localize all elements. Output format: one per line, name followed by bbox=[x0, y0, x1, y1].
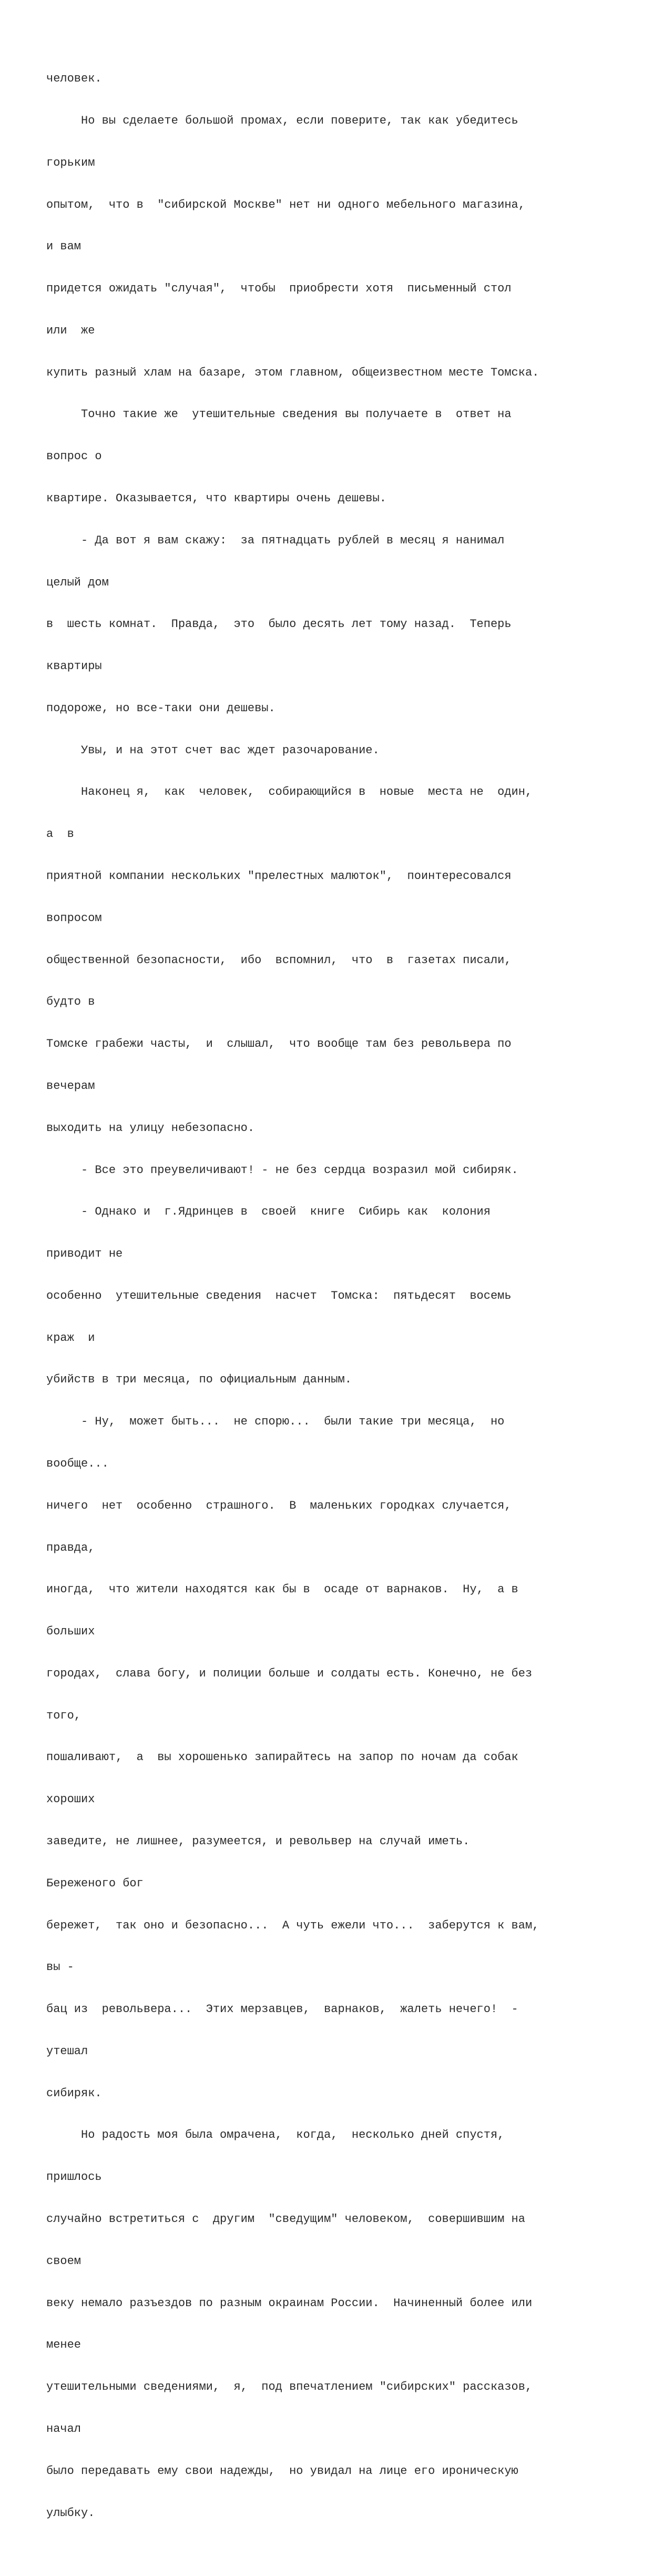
text-line: будто в bbox=[46, 995, 95, 1009]
text-line: квартире. Оказывается, что квартиры очень дешевы. bbox=[46, 492, 386, 505]
text-line: того, bbox=[46, 1709, 81, 1722]
document-page bbox=[46, 44, 640, 2576]
text-line: опытом, что в "сибирской Москве" нет ни одного мебельного магазина, bbox=[46, 198, 525, 211]
text-line: вопрос о bbox=[46, 450, 102, 463]
text-line: утешал bbox=[46, 2044, 88, 2058]
text-line: Увы, и на этот счет вас ждет разочарование. bbox=[46, 743, 380, 757]
text-line: начал bbox=[46, 2422, 81, 2436]
text-line: бац из револьвера... Этих мерзавцев, варнаков, жалеть нечего! - bbox=[46, 2003, 518, 2016]
text-line: подороже, но все-таки они дешевы. bbox=[46, 701, 276, 715]
text-line: и вам bbox=[46, 240, 81, 254]
text-line: утешительными сведениями, я, под впечатлением "сибирских" рассказов, bbox=[46, 2380, 533, 2394]
text-line: квартиры bbox=[46, 660, 102, 673]
text-line: вообще... bbox=[46, 1457, 109, 1470]
text-line: вопросом bbox=[46, 911, 102, 925]
text-line: пошаливают, а вы хорошенько запирайтесь на запор по ночам да собак bbox=[46, 1751, 518, 1764]
text-line: приводит не bbox=[46, 1247, 123, 1261]
text-line: менее bbox=[46, 2338, 81, 2352]
text-line: человек. bbox=[46, 72, 102, 86]
text-line: а в bbox=[46, 827, 74, 841]
text-line: Точно такие же утешительные сведения вы получаете в ответ на bbox=[46, 408, 512, 421]
text-line: особенно утешительные сведения насчет Томска: пятьдесят восемь bbox=[46, 1289, 512, 1302]
text-line: Но радость моя была омрачена, когда, несколько дней спустя, bbox=[46, 2128, 505, 2142]
text-line: городах, слава богу, и полиции больше и солдаты есть. Конечно, не без bbox=[46, 1666, 533, 1680]
text-line: правда, bbox=[46, 1541, 95, 1554]
text-line: краж и bbox=[46, 1331, 95, 1345]
text-line: купить разный хлам на базаре, этом главном, общеизвестном месте Томска. bbox=[46, 366, 539, 379]
text-line: Береженого бог bbox=[46, 1876, 144, 1890]
text-line: убийств в три месяца, по официальным данным. bbox=[46, 1373, 352, 1387]
text-line: или же bbox=[46, 324, 95, 337]
text-line: горьким bbox=[46, 156, 95, 169]
text-line: иногда, что жители находятся как бы в осаде от варнаков. Ну, а в bbox=[46, 1583, 518, 1597]
text-line: вы - bbox=[46, 1961, 74, 1974]
text-line: - Да вот я вам скажу: за пятнадцать рублей в месяц я нанимал bbox=[46, 533, 505, 547]
text-line: ничего нет особенно страшного. В маленьких городках случается, bbox=[46, 1499, 512, 1512]
text-line: бережет, так оно и безопасно... А чуть ежели что... заберутся к вам, bbox=[46, 1918, 539, 1932]
text-line bbox=[46, 2548, 640, 2562]
text-line: заведите, не лишнее, разумеется, и револьвер на случай иметь. bbox=[46, 1835, 470, 1848]
text-line: случайно встретиться с другим "сведущим" человеком, совершившим на bbox=[46, 2213, 525, 2226]
text-line: - Однако и г.Ядринцев в своей книге Сибирь как колония bbox=[46, 1205, 491, 1219]
text-line: в шесть комнат. Правда, это было десять лет тому назад. Теперь bbox=[46, 618, 512, 631]
text-line: больших bbox=[46, 1625, 95, 1639]
text-line: - Все это преувеличивают! - не без сердца возразил мой сибиряк. bbox=[46, 1163, 518, 1177]
text-line: Но вы сделаете большой промах, если поверите, так как убедитесь bbox=[46, 114, 518, 127]
text-line: Томске грабежи часты, и слышал, что вообще там без револьвера по bbox=[46, 1037, 512, 1051]
text-line: целый дом bbox=[46, 575, 109, 589]
text-line: общественной безопасности, ибо вспомнил, что в газетах писали, bbox=[46, 953, 512, 967]
text-line: приятной компании нескольких "прелестных малюток", поинтересовался bbox=[46, 870, 512, 883]
text-line: хороших bbox=[46, 1793, 95, 1806]
text-line: было передавать ему свои надежды, но увидал на лице его ироническую bbox=[46, 2464, 518, 2478]
text-line: Наконец я, как человек, собирающийся в новые места не один, bbox=[46, 785, 533, 799]
text-line: веку немало разъездов по разным окраинам России. Начиненный более или bbox=[46, 2296, 533, 2310]
text-line: - Ну, может быть... не спорю... были такие три месяца, но bbox=[46, 1415, 505, 1429]
text-line: улыбку. bbox=[46, 2506, 95, 2520]
text-line: своем bbox=[46, 2254, 81, 2268]
text-line: выходить на улицу небезопасно. bbox=[46, 1121, 255, 1135]
text-line: вечерам bbox=[46, 1079, 95, 1093]
text-line: придется ожидать "случая", чтобы приобрести хотя письменный стол bbox=[46, 282, 512, 296]
text-line: сибиряк. bbox=[46, 2086, 102, 2100]
text-line: пришлось bbox=[46, 2170, 102, 2184]
